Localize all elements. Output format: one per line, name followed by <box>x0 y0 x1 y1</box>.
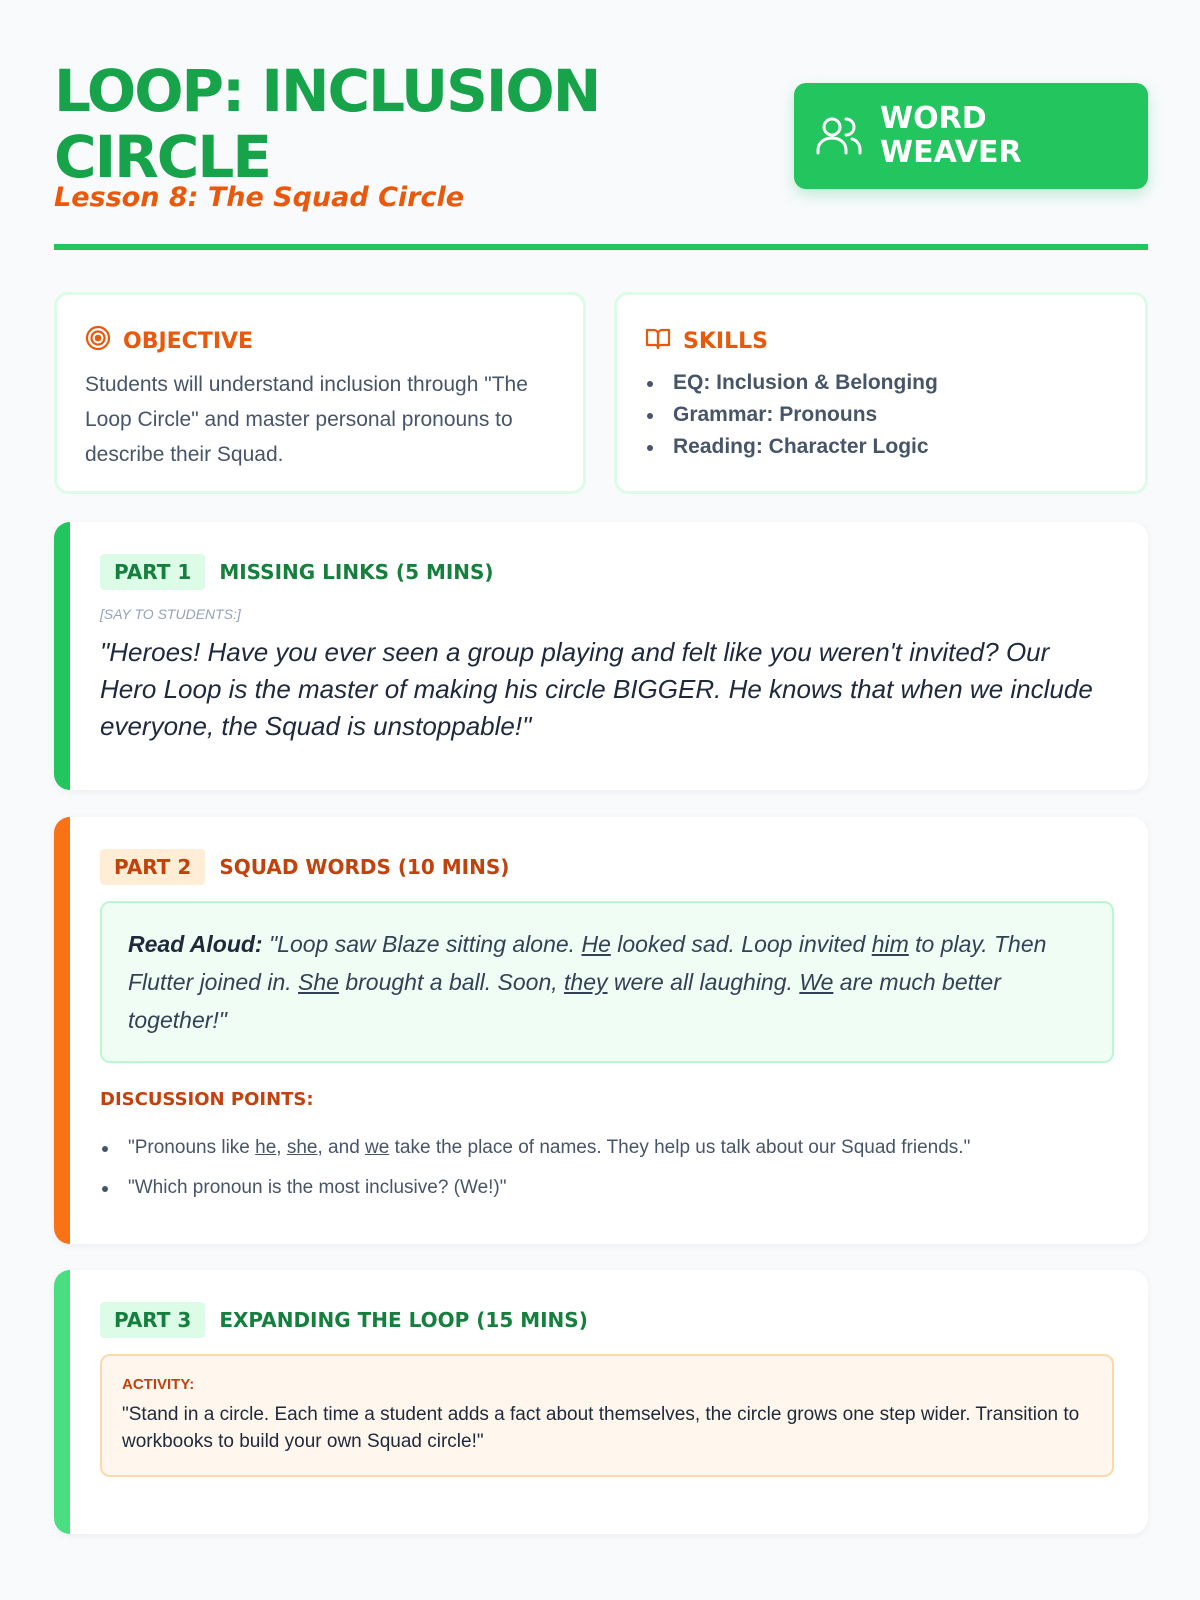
part-3-title: EXPANDING THE LOOP (15 MINS) <box>219 1308 588 1332</box>
skill-item: Grammar: Pronouns <box>645 399 1117 431</box>
pronoun-word: he <box>255 1137 277 1158</box>
pronoun-word: He <box>581 931 611 957</box>
read-aloud-text: were all laughing. <box>607 969 800 995</box>
part-1-section <box>54 522 1148 790</box>
part-2-header <box>100 849 1114 885</box>
pronoun-word: they <box>564 969 608 995</box>
target-icon <box>85 325 111 357</box>
activity-box <box>100 1354 1114 1477</box>
part-1-tag: PART 1 <box>100 554 205 590</box>
pronoun-word: we <box>365 1137 390 1158</box>
part-3-tag: PART 3 <box>100 1302 205 1338</box>
point-text: "Pronouns like <box>128 1137 256 1158</box>
objective-card <box>54 292 586 494</box>
skill-item: EQ: Inclusion & Belonging <box>645 367 1117 399</box>
read-aloud-box <box>100 901 1114 1063</box>
pronoun-word: We <box>799 969 834 995</box>
part-3-section <box>54 1270 1148 1534</box>
skill-item: Reading: Character Logic <box>645 431 1117 463</box>
pronoun-word: him <box>871 931 909 957</box>
word-weaver-badge <box>794 83 1148 189</box>
point-text: take the place of names. They help us talk about our Squad friends." <box>389 1137 971 1158</box>
read-aloud-text: looked sad. Loop invited <box>610 931 872 957</box>
part-1-quote: "Heroes! Have you ever seen a group playing and felt like you weren't invited? Our Hero Loop is the master of making his circle BIGGER. He knows that when we include everyone, the Squad is unstoppable!" <box>100 637 1093 741</box>
page-header <box>54 58 1148 250</box>
objective-text: Students will understand inclusion through "The Loop Circle" and master personal pronouns to describe their Squad. <box>85 373 528 466</box>
lesson-subtitle: Lesson 8: The Squad Circle <box>54 182 465 213</box>
discussion-point <box>100 1128 1114 1168</box>
read-aloud-text: brought a ball. Soon, <box>338 969 565 995</box>
discussion-points-list <box>100 1128 1114 1208</box>
point-text: , <box>276 1137 287 1158</box>
point-text: , and <box>317 1137 366 1158</box>
objective-heading <box>85 325 555 357</box>
part-1-header <box>100 554 1114 590</box>
pronoun-word: She <box>298 969 339 995</box>
skills-card <box>614 292 1148 494</box>
pronoun-word: she <box>286 1137 318 1158</box>
activity-text: "Stand in a circle. Each time a student adds a fact about themselves, the circle grows one step wider. Transition to workbooks to build your own Squad circle!" <box>122 1404 1080 1452</box>
book-open-icon <box>645 325 671 357</box>
read-aloud-label: Read Aloud: <box>128 931 263 957</box>
skills-heading-text: SKILLS <box>683 328 768 354</box>
objective-heading-text: OBJECTIVE <box>123 328 254 354</box>
part-2-section <box>54 817 1148 1244</box>
activity-label: ACTIVITY: <box>122 1376 195 1393</box>
read-aloud-text: to play. Then Flutter joined in. <box>128 931 1047 995</box>
say-to-students-label: [SAY TO STUDENTS:] <box>100 606 241 622</box>
read-aloud-text: "Loop saw Blaze sitting alone. <box>262 931 582 957</box>
part-1-title: MISSING LINKS (5 MINS) <box>219 560 494 584</box>
users-icon <box>814 111 864 161</box>
part-2-title: SQUAD WORDS (10 MINS) <box>219 855 510 879</box>
part-2-tag: PART 2 <box>100 849 205 885</box>
read-aloud-text: are much better together!" <box>128 969 1001 1033</box>
badge-label: WORD WEAVER <box>880 101 1022 170</box>
discussion-point: "Which pronoun is the most inclusive? (We!)" <box>100 1168 1114 1208</box>
part-3-header <box>100 1302 1114 1338</box>
skills-heading <box>645 325 1117 357</box>
page-title: LOOP: INCLUSION CIRCLE <box>54 57 600 191</box>
discussion-points-label: DISCUSSION POINTS: <box>100 1089 314 1110</box>
skills-list <box>645 367 1117 463</box>
